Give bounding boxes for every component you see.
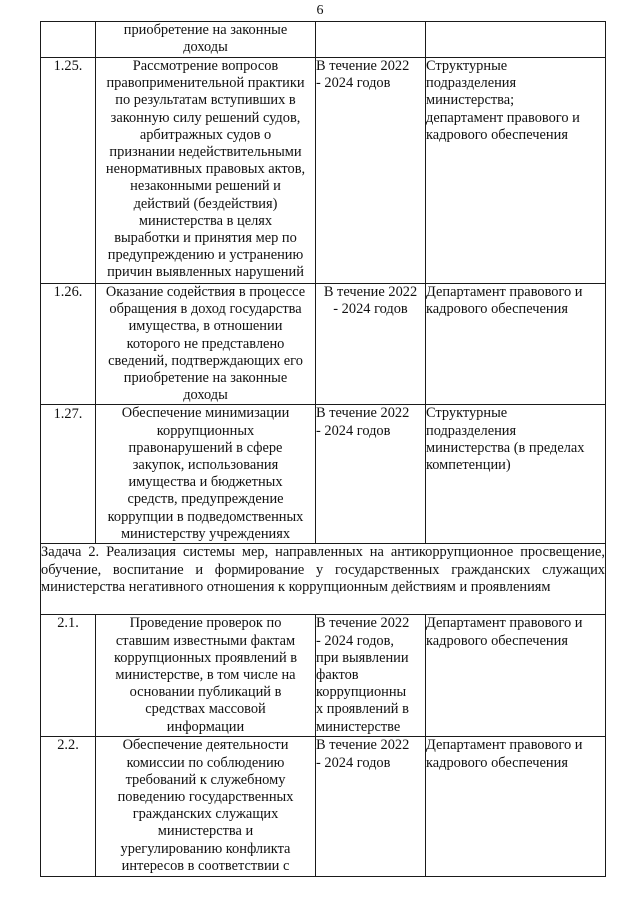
term-line: В течение 2022 [316, 615, 410, 632]
responsible-line: кадрового обеспечения [426, 126, 568, 143]
description-line: приобретение на законные [123, 370, 288, 387]
task-heading: Задача 2. Реализация системы мер, направленных на антикоррупционное просвещение, обучение, воспитание и формирование у государственных гражданских служащих министерства негативного отношения к коррупционным действиям и проявлениям [41, 544, 606, 615]
description-line: Обеспечение деятельности [122, 737, 289, 754]
description-line: имущества и бюджетных [128, 474, 283, 491]
row-responsible [426, 737, 606, 877]
term-line: - 2024 годов [316, 75, 391, 92]
row-term [316, 284, 426, 405]
table-row [41, 737, 606, 877]
description-line: доходы [183, 387, 228, 404]
description-line: причин выявленных нарушений [107, 264, 304, 281]
description-line: средствах массовой [145, 701, 266, 718]
description-line: основании публикаций в [129, 684, 282, 701]
term-line: В течение 2022 [316, 737, 410, 754]
description-line: выработки и принятия мер по [114, 230, 297, 247]
responsible-line: кадрового обеспечения [426, 632, 568, 649]
responsible-line: министерства; [426, 92, 515, 109]
description-line: действий (бездействия) [133, 195, 278, 212]
term-line: В течение 2022 [316, 58, 410, 74]
description-line: Рассмотрение вопросов [132, 58, 279, 74]
responsible-line: министерства (в пределах [426, 439, 585, 456]
description-line: незаконными решений и [130, 178, 281, 195]
row-number: 1.26. [41, 284, 96, 405]
row-term [316, 58, 426, 284]
row-term [316, 22, 426, 58]
description-line: ненормативных правовых актов, [105, 161, 306, 178]
row-number [41, 22, 96, 58]
responsible-line: Структурные [426, 58, 508, 74]
term-line: - 2024 годов [333, 301, 408, 318]
description-line: министерства в целях [138, 212, 273, 229]
measures-table [40, 21, 606, 877]
row-term [316, 615, 426, 737]
responsible-line: компетенции) [426, 457, 511, 474]
table-row [41, 58, 606, 284]
description-line: средств, предупреждение [127, 491, 284, 508]
responsible-line: Департамент правового и [426, 615, 583, 632]
responsible-line: подразделения [426, 75, 517, 92]
description-line: комиссии по соблюдению [126, 754, 285, 771]
term-line: министерстве [316, 718, 401, 735]
row-description [96, 22, 316, 58]
description-line: поведению государственных [117, 789, 294, 806]
responsible-line: департамент правового и [426, 109, 580, 126]
description-line: арбитражных судов о [139, 126, 272, 143]
table-row [41, 405, 606, 544]
row-description [96, 737, 316, 877]
row-responsible [426, 22, 606, 58]
description-line: правоприменительной практики [106, 75, 305, 92]
description-line: информации [166, 718, 245, 735]
description-line: коррупционных проявлений в [113, 649, 298, 666]
description-line: законную силу решений судов, [110, 109, 301, 126]
description-line: предупреждению и устранению [107, 247, 304, 264]
row-responsible [426, 58, 606, 284]
description-line: по результатам вступивших в [115, 92, 296, 109]
table-row [41, 615, 606, 737]
description-line: правонарушений в сфере [128, 439, 283, 456]
row-responsible [426, 405, 606, 544]
row-description [96, 58, 316, 284]
description-line: имущества, в отношении [128, 318, 283, 335]
responsible-line: Департамент правового и [426, 737, 583, 754]
row-term [316, 737, 426, 877]
table-row [41, 284, 606, 405]
description-line: требований к служебному [125, 771, 286, 788]
row-description [96, 284, 316, 405]
description-line: Оказание содействия в процессе [105, 284, 306, 300]
term-line: - 2024 годов [316, 754, 391, 771]
row-description [96, 615, 316, 737]
description-line: урегулированию конфликта [120, 840, 291, 857]
description-line: которого не представлено [126, 335, 285, 352]
row-responsible [426, 615, 606, 737]
description-line: ставшим известными фактам [115, 632, 296, 649]
responsible-line: Департамент правового и [426, 284, 583, 300]
responsible-line: кадрового обеспечения [426, 754, 568, 771]
term-line: В течение 2022 [323, 284, 418, 300]
responsible-line: Структурные [426, 405, 508, 422]
description-line: Обеспечение минимизации [121, 405, 290, 422]
term-line: коррупционны [316, 684, 407, 701]
description-line: закупок, использования [132, 457, 279, 474]
term-line: х проявлений в [316, 701, 409, 718]
page-number: 6 [316, 3, 324, 18]
term-line: фактов [316, 667, 359, 684]
row-description [96, 405, 316, 544]
row-number: 1.27. [41, 405, 96, 544]
description-line: коррупции в подведомственных [107, 508, 304, 525]
description-line: интересов в соответствии с [121, 857, 290, 874]
description-line: доходы [183, 39, 228, 56]
row-number: 2.2. [41, 737, 96, 877]
description-line: министерству учреждениях [120, 525, 291, 542]
term-line: при выявлении [316, 649, 409, 666]
row-number: 1.25. [41, 58, 96, 284]
description-line: министерстве, в том числе на [115, 667, 296, 684]
row-number: 2.1. [41, 615, 96, 737]
description-line: коррупционных [156, 422, 255, 439]
row-term [316, 405, 426, 544]
task-row [41, 544, 606, 615]
term-line: - 2024 годов [316, 422, 391, 439]
term-line: - 2024 годов, [316, 632, 395, 649]
description-line: гражданских служащих [132, 806, 279, 823]
responsible-line: кадрового обеспечения [426, 301, 568, 318]
description-line: министерства и [157, 823, 254, 840]
description-line: обращения в доход государства [109, 301, 302, 318]
description-line: признании недействительными [109, 144, 302, 161]
description-line: приобретение на законные [123, 22, 288, 38]
row-responsible [426, 284, 606, 405]
description-line: Проведение проверок по [129, 615, 282, 632]
term-line: В течение 2022 [316, 405, 410, 422]
responsible-line: подразделения [426, 422, 517, 439]
description-line: сведений, подтверждающих его [108, 352, 303, 369]
table-row [41, 22, 606, 58]
